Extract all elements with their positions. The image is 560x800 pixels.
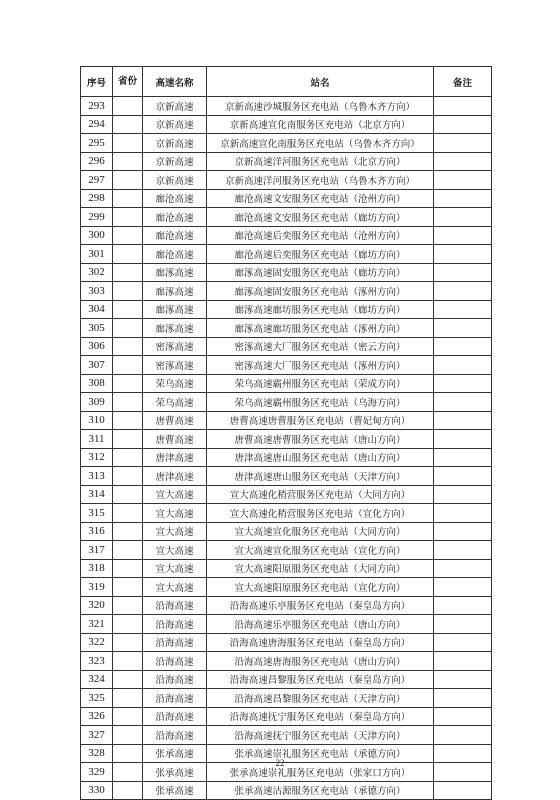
cell-remarks bbox=[434, 430, 492, 449]
table-row bbox=[81, 467, 492, 486]
cell-remarks bbox=[434, 522, 492, 541]
header-station: 站名 bbox=[207, 67, 434, 97]
table-row bbox=[81, 115, 492, 134]
cell-remarks bbox=[434, 245, 492, 264]
cell-station: 京新高速沙城服务区充电站（乌鲁木齐方向） bbox=[207, 97, 434, 116]
cell-seq: 314 bbox=[81, 485, 113, 504]
cell-seq: 315 bbox=[81, 504, 113, 523]
cell-highway: 京新高速 bbox=[143, 97, 207, 116]
cell-remarks bbox=[434, 689, 492, 708]
cell-province bbox=[113, 596, 143, 615]
table-row bbox=[81, 633, 492, 652]
cell-province bbox=[113, 559, 143, 578]
cell-highway: 张承高速 bbox=[143, 781, 207, 800]
cell-highway: 唐津高速 bbox=[143, 467, 207, 486]
cell-province bbox=[113, 189, 143, 208]
cell-seq: 302 bbox=[81, 263, 113, 282]
cell-highway: 张承高速 bbox=[143, 744, 207, 763]
cell-highway: 京新高速 bbox=[143, 115, 207, 134]
cell-seq: 327 bbox=[81, 726, 113, 745]
cell-station: 京新高速宣化南服务区充电站（乌鲁木齐方向） bbox=[207, 134, 434, 153]
cell-remarks bbox=[434, 300, 492, 319]
table-row bbox=[81, 522, 492, 541]
cell-station: 沿海高速昌黎服务区充电站（秦皇岛方向） bbox=[207, 670, 434, 689]
cell-remarks bbox=[434, 263, 492, 282]
cell-province bbox=[113, 134, 143, 153]
cell-seq: 311 bbox=[81, 430, 113, 449]
cell-highway: 荣乌高速 bbox=[143, 374, 207, 393]
cell-station: 荣乌高速霸州服务区充电站（乌海方向） bbox=[207, 393, 434, 412]
cell-seq: 307 bbox=[81, 356, 113, 375]
table-row bbox=[81, 356, 492, 375]
cell-highway: 密涿高速 bbox=[143, 356, 207, 375]
cell-province bbox=[113, 670, 143, 689]
cell-province bbox=[113, 374, 143, 393]
cell-station: 唐津高速唐山服务区充电站（天津方向） bbox=[207, 467, 434, 486]
cell-highway: 宣大高速 bbox=[143, 504, 207, 523]
cell-station: 宣大高速化稍营服务区充电站（大同方向） bbox=[207, 485, 434, 504]
table-row bbox=[81, 282, 492, 301]
cell-seq: 317 bbox=[81, 541, 113, 560]
cell-province bbox=[113, 245, 143, 264]
table-row bbox=[81, 596, 492, 615]
cell-province bbox=[113, 652, 143, 671]
cell-highway: 宣大高速 bbox=[143, 559, 207, 578]
cell-highway: 沿海高速 bbox=[143, 652, 207, 671]
cell-station: 唐津高速唐山服务区充电站（唐山方向） bbox=[207, 448, 434, 467]
cell-seq: 309 bbox=[81, 393, 113, 412]
cell-highway: 唐曹高速 bbox=[143, 430, 207, 449]
cell-station: 廊沧高速后奕服务区充电站（沧州方向） bbox=[207, 226, 434, 245]
header-province: 省份 bbox=[113, 67, 143, 97]
cell-seq: 298 bbox=[81, 189, 113, 208]
table-row bbox=[81, 670, 492, 689]
cell-seq: 316 bbox=[81, 522, 113, 541]
cell-province bbox=[113, 485, 143, 504]
cell-station: 宣大高速化稍营服务区充电站（宣化方向） bbox=[207, 504, 434, 523]
cell-province bbox=[113, 152, 143, 171]
cell-station: 廊沧高速文安服务区充电站（沧州方向） bbox=[207, 189, 434, 208]
cell-highway: 唐曹高速 bbox=[143, 411, 207, 430]
table-header-row bbox=[81, 67, 492, 97]
table-row bbox=[81, 152, 492, 171]
cell-seq: 294 bbox=[81, 115, 113, 134]
cell-seq: 320 bbox=[81, 596, 113, 615]
cell-highway: 荣乌高速 bbox=[143, 393, 207, 412]
cell-station: 宣大高速阳原服务区充电站（大同方向） bbox=[207, 559, 434, 578]
cell-station: 廊涿高速固安服务区充电站（廊坊方向） bbox=[207, 263, 434, 282]
cell-remarks bbox=[434, 781, 492, 800]
cell-station: 张承高速崇礼服务区充电站（承德方向） bbox=[207, 744, 434, 763]
cell-remarks bbox=[434, 393, 492, 412]
cell-province bbox=[113, 615, 143, 634]
table-row bbox=[81, 393, 492, 412]
cell-station: 沿海高速抚宁服务区充电站（秦皇岛方向） bbox=[207, 707, 434, 726]
cell-station: 京新高速洋河服务区充电站（北京方向） bbox=[207, 152, 434, 171]
table-row bbox=[81, 559, 492, 578]
cell-remarks bbox=[434, 448, 492, 467]
cell-seq: 312 bbox=[81, 448, 113, 467]
cell-remarks bbox=[434, 282, 492, 301]
cell-seq: 296 bbox=[81, 152, 113, 171]
cell-seq: 319 bbox=[81, 578, 113, 597]
cell-highway: 唐津高速 bbox=[143, 448, 207, 467]
cell-station: 廊沧高速后奕服务区充电站（廊坊方向） bbox=[207, 245, 434, 264]
cell-province bbox=[113, 356, 143, 375]
cell-seq: 330 bbox=[81, 781, 113, 800]
cell-station: 沿海高速唐海服务区充电站（唐山方向） bbox=[207, 652, 434, 671]
table-row bbox=[81, 337, 492, 356]
cell-province bbox=[113, 541, 143, 560]
cell-station: 沿海高速乐亭服务区充电站（唐山方向） bbox=[207, 615, 434, 634]
cell-remarks bbox=[434, 541, 492, 560]
page-number: 22 bbox=[275, 758, 285, 768]
cell-province bbox=[113, 726, 143, 745]
cell-remarks bbox=[434, 208, 492, 227]
table-row bbox=[81, 319, 492, 338]
cell-station: 密涿高速大厂服务区充电站（涿州方向） bbox=[207, 356, 434, 375]
cell-remarks bbox=[434, 226, 492, 245]
cell-seq: 306 bbox=[81, 337, 113, 356]
cell-highway: 廊涿高速 bbox=[143, 282, 207, 301]
cell-remarks bbox=[434, 652, 492, 671]
cell-seq: 318 bbox=[81, 559, 113, 578]
cell-highway: 沿海高速 bbox=[143, 707, 207, 726]
table-row bbox=[81, 171, 492, 190]
cell-remarks bbox=[434, 485, 492, 504]
cell-remarks bbox=[434, 615, 492, 634]
cell-highway: 宣大高速 bbox=[143, 485, 207, 504]
table-row bbox=[81, 689, 492, 708]
cell-remarks bbox=[434, 726, 492, 745]
cell-seq: 326 bbox=[81, 707, 113, 726]
cell-station: 廊涿高速廊坊服务区充电站（廊坊方向） bbox=[207, 300, 434, 319]
cell-province bbox=[113, 504, 143, 523]
cell-highway: 廊涿高速 bbox=[143, 319, 207, 338]
cell-province bbox=[113, 226, 143, 245]
cell-remarks bbox=[434, 559, 492, 578]
cell-remarks bbox=[434, 115, 492, 134]
table-row bbox=[81, 245, 492, 264]
cell-highway: 宣大高速 bbox=[143, 541, 207, 560]
cell-seq: 299 bbox=[81, 208, 113, 227]
table-row bbox=[81, 411, 492, 430]
cell-province bbox=[113, 411, 143, 430]
cell-remarks bbox=[434, 670, 492, 689]
cell-seq: 313 bbox=[81, 467, 113, 486]
table-row bbox=[81, 208, 492, 227]
cell-province bbox=[113, 300, 143, 319]
cell-station: 沿海高速乐亭服务区充电站（秦皇岛方向） bbox=[207, 596, 434, 615]
header-seq: 序号 bbox=[81, 67, 113, 97]
cell-highway: 沿海高速 bbox=[143, 726, 207, 745]
cell-station: 廊涿高速廊坊服务区充电站（涿州方向） bbox=[207, 319, 434, 338]
cell-highway: 廊沧高速 bbox=[143, 245, 207, 264]
cell-province bbox=[113, 115, 143, 134]
cell-remarks bbox=[434, 171, 492, 190]
cell-province bbox=[113, 97, 143, 116]
charging-station-table bbox=[80, 66, 492, 800]
table-row bbox=[81, 97, 492, 116]
cell-station: 沿海高速抚宁服务区充电站（天津方向） bbox=[207, 726, 434, 745]
table-row bbox=[81, 615, 492, 634]
table-row bbox=[81, 374, 492, 393]
cell-highway: 沿海高速 bbox=[143, 689, 207, 708]
cell-highway: 沿海高速 bbox=[143, 615, 207, 634]
cell-highway: 宣大高速 bbox=[143, 522, 207, 541]
table-row bbox=[81, 430, 492, 449]
cell-station: 唐曹高速唐曹服务区充电站（曹妃甸方向） bbox=[207, 411, 434, 430]
cell-highway: 沿海高速 bbox=[143, 670, 207, 689]
cell-seq: 322 bbox=[81, 633, 113, 652]
cell-seq: 329 bbox=[81, 763, 113, 782]
cell-remarks bbox=[434, 707, 492, 726]
cell-station: 宣大高速阳原服务区充电站（宣化方向） bbox=[207, 578, 434, 597]
cell-province bbox=[113, 781, 143, 800]
cell-remarks bbox=[434, 374, 492, 393]
cell-highway: 京新高速 bbox=[143, 171, 207, 190]
cell-highway: 京新高速 bbox=[143, 134, 207, 153]
cell-remarks bbox=[434, 189, 492, 208]
cell-seq: 303 bbox=[81, 282, 113, 301]
cell-province bbox=[113, 337, 143, 356]
cell-remarks bbox=[434, 134, 492, 153]
cell-highway: 廊沧高速 bbox=[143, 189, 207, 208]
cell-seq: 325 bbox=[81, 689, 113, 708]
cell-station: 京新高速洋河服务区充电站（乌鲁木齐方向） bbox=[207, 171, 434, 190]
cell-province bbox=[113, 393, 143, 412]
header-remarks: 备注 bbox=[434, 67, 492, 97]
cell-highway: 廊沧高速 bbox=[143, 208, 207, 227]
cell-highway: 廊沧高速 bbox=[143, 226, 207, 245]
cell-remarks bbox=[434, 152, 492, 171]
table-row bbox=[81, 263, 492, 282]
cell-seq: 295 bbox=[81, 134, 113, 153]
cell-seq: 301 bbox=[81, 245, 113, 264]
cell-station: 廊涿高速固安服务区充电站（涿州方向） bbox=[207, 282, 434, 301]
cell-province bbox=[113, 707, 143, 726]
table-row bbox=[81, 652, 492, 671]
cell-seq: 308 bbox=[81, 374, 113, 393]
cell-province bbox=[113, 319, 143, 338]
table-row bbox=[81, 226, 492, 245]
cell-province bbox=[113, 430, 143, 449]
cell-remarks bbox=[434, 356, 492, 375]
table-row bbox=[81, 134, 492, 153]
cell-seq: 310 bbox=[81, 411, 113, 430]
cell-station: 张承高速崇礼服务区充电站（张家口方向） bbox=[207, 763, 434, 782]
table-row bbox=[81, 726, 492, 745]
table-row bbox=[81, 578, 492, 597]
cell-seq: 300 bbox=[81, 226, 113, 245]
cell-remarks bbox=[434, 467, 492, 486]
cell-station: 沿海高速昌黎服务区充电站（天津方向） bbox=[207, 689, 434, 708]
cell-province bbox=[113, 448, 143, 467]
table-row bbox=[81, 300, 492, 319]
cell-seq: 323 bbox=[81, 652, 113, 671]
cell-station: 京新高速宣化南服务区充电站（北京方向） bbox=[207, 115, 434, 134]
cell-station: 沿海高速唐海服务区充电站（秦皇岛方向） bbox=[207, 633, 434, 652]
cell-remarks bbox=[434, 411, 492, 430]
cell-province bbox=[113, 522, 143, 541]
cell-seq: 305 bbox=[81, 319, 113, 338]
header-highway: 高速名称 bbox=[143, 67, 207, 97]
cell-province bbox=[113, 578, 143, 597]
cell-station: 张承高速沽源服务区充电站（承德方向） bbox=[207, 781, 434, 800]
cell-highway: 廊涿高速 bbox=[143, 263, 207, 282]
table-row bbox=[81, 707, 492, 726]
cell-highway: 密涿高速 bbox=[143, 337, 207, 356]
cell-station: 密涿高速大厂服务区充电站（密云方向） bbox=[207, 337, 434, 356]
cell-seq: 304 bbox=[81, 300, 113, 319]
cell-province bbox=[113, 633, 143, 652]
table-body bbox=[81, 97, 492, 800]
table-row bbox=[81, 781, 492, 800]
cell-remarks bbox=[434, 633, 492, 652]
cell-station: 廊沧高速文安服务区充电站（廊坊方向） bbox=[207, 208, 434, 227]
cell-station: 宣大高速宣化服务区充电站（大同方向） bbox=[207, 522, 434, 541]
table-row bbox=[81, 189, 492, 208]
cell-highway: 宣大高速 bbox=[143, 578, 207, 597]
cell-remarks bbox=[434, 97, 492, 116]
cell-province bbox=[113, 282, 143, 301]
table-row bbox=[81, 541, 492, 560]
cell-remarks bbox=[434, 596, 492, 615]
table-row bbox=[81, 448, 492, 467]
cell-remarks bbox=[434, 337, 492, 356]
table-row bbox=[81, 504, 492, 523]
cell-province bbox=[113, 467, 143, 486]
cell-province bbox=[113, 689, 143, 708]
cell-seq: 293 bbox=[81, 97, 113, 116]
cell-remarks bbox=[434, 504, 492, 523]
table-row bbox=[81, 485, 492, 504]
cell-remarks bbox=[434, 319, 492, 338]
cell-remarks bbox=[434, 578, 492, 597]
cell-province bbox=[113, 171, 143, 190]
cell-province bbox=[113, 263, 143, 282]
cell-province bbox=[113, 208, 143, 227]
cell-highway: 京新高速 bbox=[143, 152, 207, 171]
cell-highway: 张承高速 bbox=[143, 763, 207, 782]
cell-highway: 沿海高速 bbox=[143, 633, 207, 652]
cell-seq: 328 bbox=[81, 744, 113, 763]
cell-highway: 沿海高速 bbox=[143, 596, 207, 615]
cell-station: 荣乌高速霸州服务区充电站（荣成方向） bbox=[207, 374, 434, 393]
cell-highway: 廊涿高速 bbox=[143, 300, 207, 319]
cell-station: 唐曹高速唐曹服务区充电站（唐山方向） bbox=[207, 430, 434, 449]
cell-station: 宣大高速宣化服务区充电站（宣化方向） bbox=[207, 541, 434, 560]
cell-seq: 321 bbox=[81, 615, 113, 634]
cell-seq: 324 bbox=[81, 670, 113, 689]
cell-seq: 297 bbox=[81, 171, 113, 190]
